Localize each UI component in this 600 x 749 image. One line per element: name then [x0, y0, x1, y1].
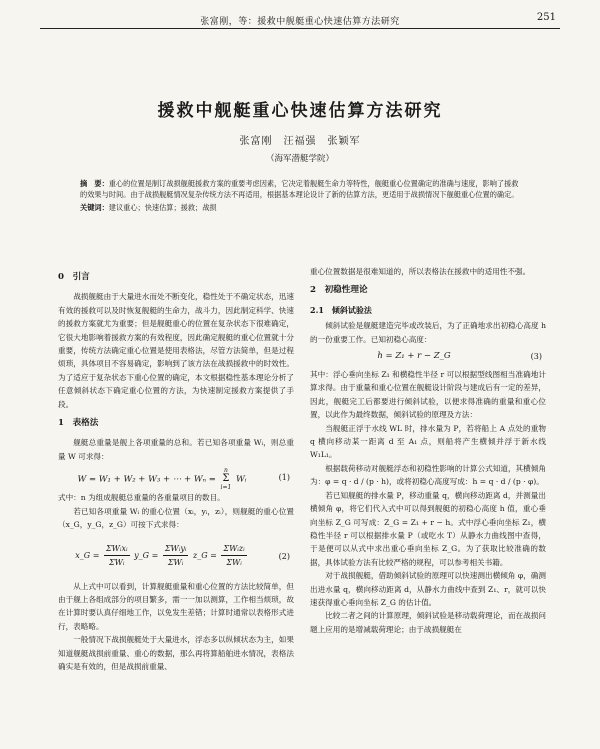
keywords-label: 关键词：: [80, 203, 109, 212]
right-column: [310, 265, 546, 636]
paragraph: 对于战损舰艇，借助倾斜试验的原理可以快速测出横倾角 φ，确测出进水量 q，横向移动距离 d，从静水力曲线中查到 Z₁、r，就可以快速获得重心垂向坐标 Z_G 的估计值。: [310, 571, 546, 607]
running-title: 张富刚，等：援救中舰艇重心快速估算方法研究: [200, 17, 400, 27]
equation-2-number: (2): [278, 551, 290, 561]
equation-1-expression: [58, 467, 266, 491]
paragraph: 战损舰艇由于大量进水而处不断变化，稳性处于不确定状态，迅速有效的援救可以及时恢复舰艇的生命力，战斗力，因此制定科学、快速的援救方案就尤为重要；但是舰艇重心的位置在复杂状态下很难确定，它很大地影响着援救方案的有效程度，因此确定舰艇的重心位置就十分重要，传统方法确定重心位置是使用表格法，尽管方法简单，但是过程烦琐，具体项目不容易确定，影响到了该方法在战损援救中的时效性。为了适应于复杂状态下重心位置的确定，本文根据稳性基本理论分析了任意倾斜状态下确定重心位置的方法，为快速制定援救方案提供了手段。: [58, 292, 294, 409]
equation-1: [58, 463, 294, 491]
numerator-x: ΣWᵢxᵢ: [104, 542, 130, 556]
equation-2-zg: z_G =: [193, 550, 217, 560]
equation-3-expression: h = Z₁ + r − Z_G: [377, 351, 451, 362]
paragraph: 从上式中可以看到，计算舰艇重量和重心位置的方法比较简单，但由于舰上各组成部分的项目繁多，需一一加以测算，工作相当烦琐，故在计算时要认真仔细地工作，以免发生差错；计算时通常以表格形式进行，表略略。: [58, 581, 294, 631]
paper-title: 援救中舰艇重心快速估算方法研究: [157, 101, 443, 121]
section-heading-table-method: 1 表格法: [58, 418, 99, 429]
paragraph: 其中：浮心垂向坐标 Z₁ 和横稳性半径 r 可以根据型线图相当准确地计算求得。由于重量和重心位置在舰艇设计阶段与建成后有一定的差异，因此，舰艇完工后都要进行倾斜试验，以便求得准确的重量和重心位置，以此作为最终数据，倾斜试验的原理及方法：: [310, 370, 546, 420]
sum-lower-limit: i=1: [220, 484, 232, 492]
affiliation: （海军潜艇学院）: [265, 154, 334, 164]
equation-3-number: (3): [530, 352, 542, 362]
numerator-y: ΣWᵢyᵢ: [163, 542, 189, 556]
equation-2-expression: [58, 542, 266, 570]
equation-2-xg: x_G =: [75, 550, 100, 560]
paragraph: 若已知舰艇的排水量 P，移动重量 q，横向移动距离 d，并测量出横倾角 φ，将它们代入式中可以得到舰艇的初稳心高度 h 值，重心垂向坐标 Z_G 可写成：Z_G = Z₁ + r − h。式中浮心垂向坐标 Z₁，横稳性半径 r 可以根据排水量 P（或吃水 T）从静水力曲线图中查得，于是便可以从式中求出重心垂向坐标 Z_G。为了获取比较准确的数据，具体试验方法有比较严格的规程，可以参考相关书籍。: [310, 490, 546, 567]
fraction-y: [163, 542, 189, 570]
abstract-body: [80, 178, 524, 200]
paragraph: 一般情况下战损舰艇处于大量进水，浮态多以纵倾状态为主，如果知道舰艇战损前重量、重心的数据，那么再将算船舶进水情况，表格法确实是有效的，但是战损前重量、: [58, 635, 294, 671]
subsection-heading-inclining-test: 2.1 倾斜试验法: [310, 304, 372, 315]
summation: n Σ i=1: [220, 467, 232, 492]
abstract: [80, 178, 524, 213]
keywords: [80, 202, 524, 213]
denominator-y: ΣWᵢ: [167, 557, 184, 567]
fraction-x: [104, 542, 130, 570]
equation-2: [58, 532, 294, 580]
equation-1-term: Wᵢ: [236, 474, 247, 485]
equation-1-lhs: W = W₁ + W₂ + W₃ + ⋯ + Wₙ =: [77, 474, 219, 485]
equation-2-yg: y_G =: [134, 550, 159, 560]
abstract-label: 摘 要：: [80, 179, 109, 188]
paragraph: 根据载荷移动对舰艇浮态和初稳性影响的计算公式知道，其横倾角为：φ = q · d / (p · h)，或将初稳心高度写成：h = q · d / (p · φ)。: [310, 463, 546, 487]
paragraph: 重心位置数据是很难知道的，所以表格法在援救中的适用性不强。: [310, 267, 531, 276]
paragraph: 倾斜试验是舰艇建造完毕或改装后，为了正确地求出初稳心高度 h 的一份重要工作。已知初稳心高度：: [310, 321, 546, 344]
fraction-z: [221, 542, 246, 570]
paragraph: 舰艇总重量是舰上各项重量的总和。若已知各项重量 Wᵢ，则总重量 W 可求得：: [58, 438, 294, 461]
page-number: 251: [536, 12, 556, 23]
denominator-z: ΣWᵢ: [226, 557, 242, 567]
equation-3: [310, 346, 546, 368]
authors: 张富刚 汪福强 张颖军: [239, 136, 361, 147]
section-heading-intro: 0 引言: [58, 272, 90, 282]
abstract-text: 重心的位置是制订战损舰艇援救方案的重要考虑因素，它决定着舰艇生命力等特性，舰艇重心位置确定的准确与速度，影响了援救的效果与时间。由于战损舰艇情况复杂传统方法不再适用，根据基本理论设计了新的估算方法，更适用于战损情况下舰艇重心位置的确定。: [80, 179, 519, 199]
equation-1-number: (1): [278, 473, 290, 483]
left-column: [58, 265, 294, 673]
denominator-x: ΣWᵢ: [109, 557, 125, 567]
paragraph: 当舰艇正浮于水线 WL 时，排水量为 P，若将船上 A 点处的重物 q 横向移动某一距离 d 至 A₁ 点，则船将产生横倾并浮于新水线 W₁L₁。: [310, 423, 546, 460]
numerator-z: ΣWᵢzᵢ: [221, 542, 246, 556]
running-header: [40, 8, 560, 29]
paragraph: 式中：n 为组成舰艇总重量的各重量项目的数目。: [58, 493, 225, 503]
paragraph: 比较二者之间的计算原理，倾斜试验是移动载荷理论，而在战损问题上应用的是增减载荷理论；由于战损舰艇在: [310, 611, 546, 634]
keywords-text: 建议重心；快速估算；援救；战损: [108, 203, 217, 212]
paragraph: 若已知各项重量 Wᵢ 的重心位置（xᵢ，yᵢ，zᵢ），则舰艇的重心位置（x_G，y_G，z_G）可按下式求得：: [58, 506, 294, 530]
section-heading-initial-stability: 2 初稳性理论: [310, 285, 368, 296]
sum-upper-limit: n: [223, 467, 228, 475]
